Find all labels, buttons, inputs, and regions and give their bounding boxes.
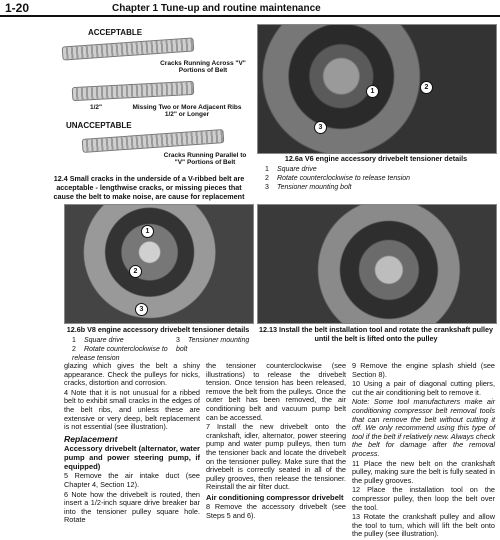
figure-12-13-caption: 12.13 Install the belt installation tool and rotate the crankshaft pulley until the belt is lifted onto the pulley — [258, 325, 494, 343]
note-paragraph: Note: Some tool manufacturers make air conditioning compressor belt removal tools that can remove the belt without cutting it off. We only recommend using this type of tool if the belt if relatively new. Always check the belt for damage after the removal process. — [352, 397, 495, 458]
figure-12-6b-photo — [64, 204, 254, 324]
figure-12-6b-caption: 12.6b V8 engine accessory drivebelt tensioner details — [66, 325, 250, 334]
missing-ribs-callout: Missing Two or More Adjacent Ribs 1/2" or Longer — [132, 104, 242, 118]
callout-3: 3 — [314, 121, 327, 134]
section-heading-replacement: Replacement — [64, 433, 118, 444]
paragraph: 9 Remove the engine splash shield (see Section 8). — [352, 361, 495, 379]
paragraph: 10 Using a pair of diagonal cutting pliers, cut the air conditioning belt to remove it. — [352, 379, 495, 397]
figure-12-4-caption: 12.4 Small cracks in the underside of a V-ribbed belt are acceptable - lengthwise cracks, or missing pieces that cause the belt to make noise, are cause for replacement — [53, 174, 245, 201]
header-rule — [0, 15, 500, 17]
legend-item: 1 Square drive — [265, 166, 317, 173]
callout-3: 3 — [135, 303, 148, 316]
paragraph: 11 Place the new belt on the crankshaft pulley, making sure the belt is fully seated in the pulley grooves. — [352, 458, 495, 485]
cracks-parallel-callout: Cracks Running Parallel to "V" Portions of Belt — [163, 152, 247, 166]
acceptable-label: ACCEPTABLE — [88, 28, 143, 37]
legend-item: 3 Tensioner mounting bolt — [176, 337, 250, 353]
paragraph: 5 Remove the air intake duct (see Chapter 4, Section 12). — [64, 471, 200, 489]
figure-12-6a-caption: 12.6a V6 engine accessory drivebelt tensioner details — [284, 154, 468, 163]
text-column-3 — [352, 362, 495, 540]
figure-12-6b-legend-right — [176, 336, 256, 354]
callout-1: 1 — [366, 85, 379, 98]
legend-item: 2 Rotate counterclockwise to release tension — [72, 346, 168, 362]
figure-12-6b-legend-left — [72, 336, 192, 363]
figure-12-6a-photo — [257, 24, 497, 154]
unacceptable-belt — [82, 129, 225, 153]
legend-item: 3 Tensioner mounting bolt — [265, 184, 352, 191]
page-header — [0, 0, 500, 16]
text-column-1 — [64, 362, 200, 526]
legend-item: 2 Rotate counterclockwise to release tension — [265, 175, 411, 182]
chapter-title: Chapter 1 Tune-up and routine maintenance — [112, 3, 321, 14]
page-number: 1-20 — [5, 1, 30, 15]
acceptable-belt — [62, 37, 195, 60]
figure-12-13-photo — [257, 204, 497, 324]
paragraph: the tensioner counterclockwise (see illustrations) to release the drivebelt tension. Once tension has been released, remove the belt from the pulleys. Once the outer belt has been removed, the air conditioning belt and vacuum pump belt can be accessed. — [206, 361, 346, 422]
missing-ribs-belt — [72, 81, 195, 101]
dimension-label: 1/2" — [90, 104, 103, 111]
callout-1: 1 — [141, 225, 154, 238]
figure-12-6a-legend — [265, 165, 490, 192]
belt-illustration — [62, 24, 252, 174]
paragraph: 6 Note how the drivebelt is routed, then insert a 1/2-inch square drive breaker bar into the tensioner pulley square hole. Rotate — [64, 489, 200, 525]
paragraph: 13 Rotate the crankshaft pulley and allow the tool to turn, which will lift the belt onto the pulley (see illustration). — [352, 512, 495, 539]
paragraph: 4 Note that it is not unusual for a ribbed belt to exhibit small cracks in the edges of the belt ribs, and unless these are extensive or very deep, belt replacement is not essential (see illustration). — [64, 387, 200, 432]
unacceptable-label: UNACCEPTABLE — [66, 121, 132, 130]
cracks-across-callout: Cracks Running Across "V" Portions of Belt — [160, 60, 246, 74]
callout-2: 2 — [129, 265, 142, 278]
legend-item: 1 Square drive — [72, 337, 124, 344]
paragraph: glazing which gives the belt a shiny appearance. Check the pulleys for nicks, cracks, distortion and corrosion. — [64, 361, 200, 388]
paragraph: 7 Install the new drivebelt onto the crankshaft, idler, alternator, power steering pump and water pump pulleys, then turn the tensioner back and locate the drivebelt on the tensioner pulley. Make sure that the drivebelt is correctly seated in all of the pulley grooves, then release the tensioner. Reinstall the air filter duct. — [206, 422, 346, 492]
subsection-heading-accessory-drivebelt: Accessory drivebelt (alternator, water pump and power steering pump, if equipped) — [64, 444, 200, 472]
paragraph: 12 Place the installation tool on the compressor pulley, then loop the belt over the tool. — [352, 485, 495, 512]
paragraph: 8 Remove the accessory drivebelt (see Steps 5 and 6). — [206, 501, 346, 520]
callout-2: 2 — [420, 81, 433, 94]
subsection-heading-ac-drivebelt: Air conditioning compressor drivebelt — [206, 492, 344, 502]
text-column-2 — [206, 362, 346, 521]
